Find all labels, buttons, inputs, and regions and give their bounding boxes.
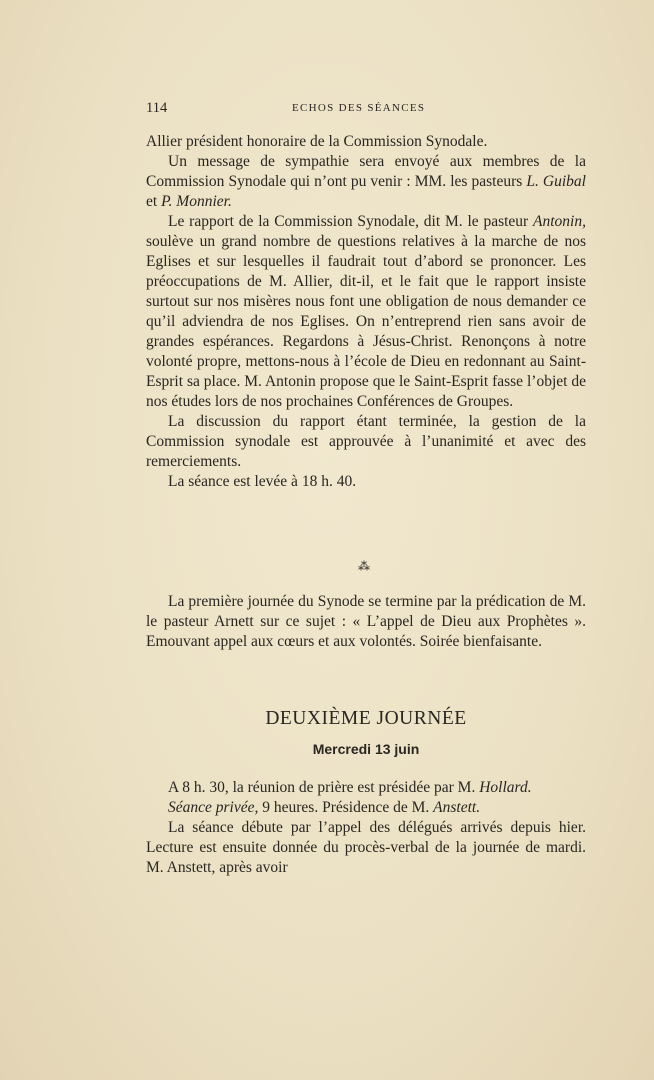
paragraph: La discussion du rapport étant terminée, la gestion de la Commission synodale est approuvée à l’unanimité et avec des remerciements.: [146, 413, 586, 470]
pastor-name: L. Guibal: [526, 173, 586, 190]
pastor-name: Antonin,: [533, 213, 586, 230]
paragraph: Séance privée, 9 heures. Présidence de M. Anstett.: [168, 799, 481, 816]
section-title: DEUXIÈME JOURNÉE: [265, 708, 467, 729]
paragraph: A 8 h. 30, la réunion de prière est présidée par M. Hollard.: [168, 779, 532, 796]
paragraph: Le rapport de la Commission Synodale, dit M. le pasteur Antonin, soulève un grand nombre de questions relatives à la marche de nos Eglises et sur lesquelles il faudrait tout d’abord se prononcer. Les préoccupations de M. Allier, dit-il, et le fait que le rapport insiste surtout sur nos misères nous font une obligation de nous demander ce qu’il adviendra de nos Eglises. On n’entreprend rien sans avoir de grandes espérances. Regardons à Jésus-Christ. Renonçons à notre volonté propre, mettons-nous à l’école de Dieu en redonnant au Saint-Esprit sa place. M. Antonin propose que le Saint-Esprit fasse l’objet de nos études lors de nos prochaines Conférences de Groupes.: [146, 213, 586, 410]
session-label: Séance privée,: [168, 799, 259, 816]
section-date: Mercredi 13 juin: [312, 741, 420, 757]
pastor-name: Hollard.: [479, 779, 532, 796]
paragraph: La séance est levée à 18 h. 40.: [168, 473, 357, 490]
paragraph: La séance débute par l’appel des délégués arrivés depuis hier. Lecture est ensuite donnée du procès-verbal de la journée de mardi. M. Anstett, après avoir: [146, 819, 586, 876]
body-text-block-1: [146, 132, 586, 492]
paragraph: La première journée du Synode se termine par la prédication de M. le pasteur Arnett sur ce sujet : « L’appel de Dieu aux Prophètes ». Emouvant appel aux cœurs et aux volontés. Soirée bienfaisante.: [146, 593, 586, 650]
running-head: ECHOS DES SÉANCES: [292, 102, 426, 114]
asterism-divider: ⁂: [358, 559, 370, 573]
pastor-name: Anstett.: [433, 799, 481, 816]
body-text-block-3: [146, 778, 586, 878]
pastor-name: P. Monnier.: [161, 193, 232, 210]
page-number: 114: [146, 100, 168, 116]
body-text-block-2: [146, 592, 586, 652]
paragraph: Un message de sympathie sera envoyé aux membres de la Commission Synodale qui n’ont pu venir : MM. les pasteurs L. Guibal et P. Monnier.: [146, 153, 586, 210]
paragraph: Allier président honoraire de la Commission Synodale.: [146, 133, 488, 150]
